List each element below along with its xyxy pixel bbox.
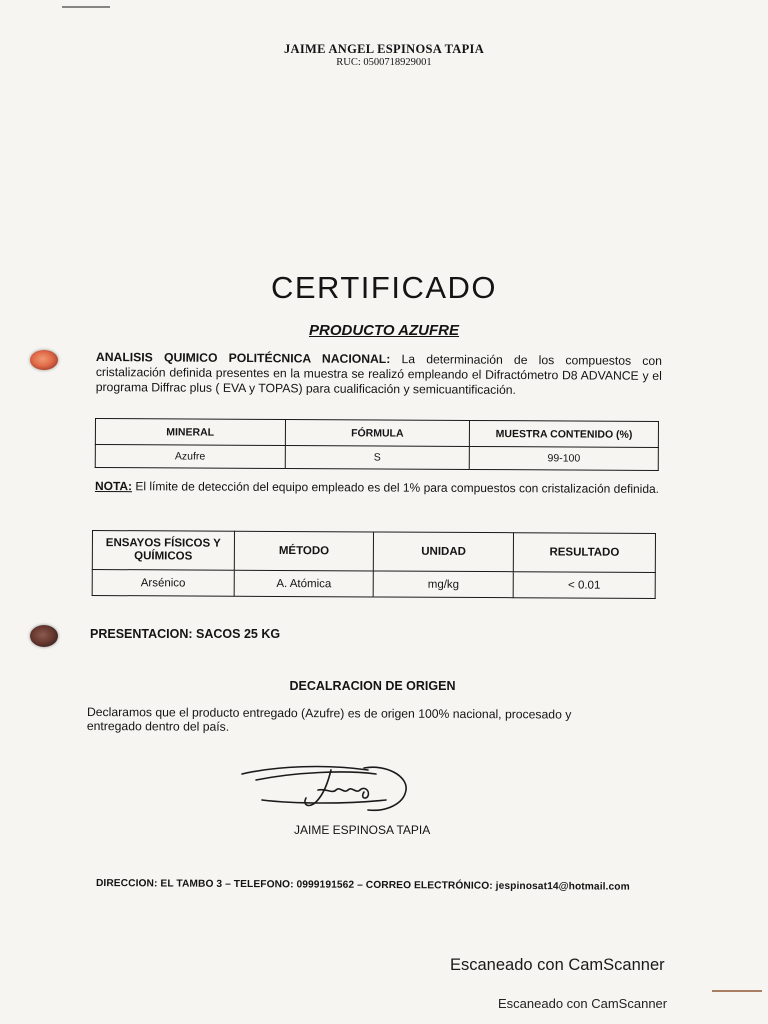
product-title: PRODUCTO AZUFRE [309, 322, 459, 339]
note-text: El límite de detección del equipo empleado es del 1% para compuestos con cristalización definida. [132, 479, 660, 496]
tests-table [92, 530, 656, 599]
scan-edge-mark-bottom [712, 990, 762, 992]
footer-contact: DIRECCION: EL TAMBO 3 – TELEFONO: 0999191562 – CORREO ELECTRÓNICO: jespinosat14@hotmail.com [95, 878, 630, 893]
note-label: NOTA: [94, 479, 133, 494]
table-header: MUESTRA CONTENIDO (%) [470, 420, 659, 447]
table-header: UNIDAD [374, 532, 514, 572]
table-header-row [92, 531, 655, 573]
table-row [95, 445, 658, 471]
binder-hole-bottom [30, 625, 58, 647]
presentation-line: PRESENTACION: SACOS 25 KG [90, 627, 281, 641]
binder-hole-top [30, 350, 58, 370]
table-header: RESULTADO [513, 533, 655, 573]
table-header: FÓRMULA [285, 419, 470, 446]
table-header: ENSAYOS FÍSICOS Y QUÍMICOS [92, 531, 234, 571]
issuer-ruc: RUC: 0500718929001 [336, 57, 432, 68]
table-cell: mg/kg [374, 571, 514, 598]
scan-edge-mark-top [62, 6, 110, 8]
analysis-text: La determinación de los compuestos con cristalización definida presentes en la muestra se realizó empleando el Difractómetro D8 ADVANCE y el programa Diffrac plus ( EVA y TOPAS) para cualificación y semicuantificación. [95, 352, 663, 397]
table-header-row [95, 419, 658, 448]
table-row [92, 570, 655, 599]
declaration-text: Declaramos que el producto entregado (Azufre) es de origen 100% nacional, procesado y entregado dentro del país. [86, 705, 572, 734]
table-header: MINERAL [95, 419, 285, 446]
scan-watermark-small: Escaneado con CamScanner [498, 996, 668, 1011]
table-cell: S [285, 445, 470, 469]
table-cell: Arsénico [92, 570, 234, 597]
issuer-name: JAIME ANGEL ESPINOSA TAPIA [283, 42, 485, 56]
declaration-title: DECALRACION DE ORIGEN [289, 679, 456, 693]
table-cell: < 0.01 [513, 572, 655, 599]
signature [236, 760, 416, 822]
scan-watermark-large: Escaneado con CamScanner [450, 956, 665, 974]
detection-note [95, 479, 661, 496]
analysis-label: ANALISIS QUIMICO POLITÉCNICA NACIONAL: [95, 350, 391, 367]
page-title: CERTIFICADO [270, 270, 498, 305]
table-cell: Azufre [95, 445, 285, 469]
mineral-table [95, 418, 659, 471]
table-header: MÉTODO [234, 531, 374, 571]
table-cell: 99-100 [469, 446, 658, 470]
table-cell: A. Atómica [234, 570, 374, 597]
analysis-paragraph [96, 350, 662, 399]
signer-name: JAIME ESPINOSA TAPIA [294, 823, 431, 837]
